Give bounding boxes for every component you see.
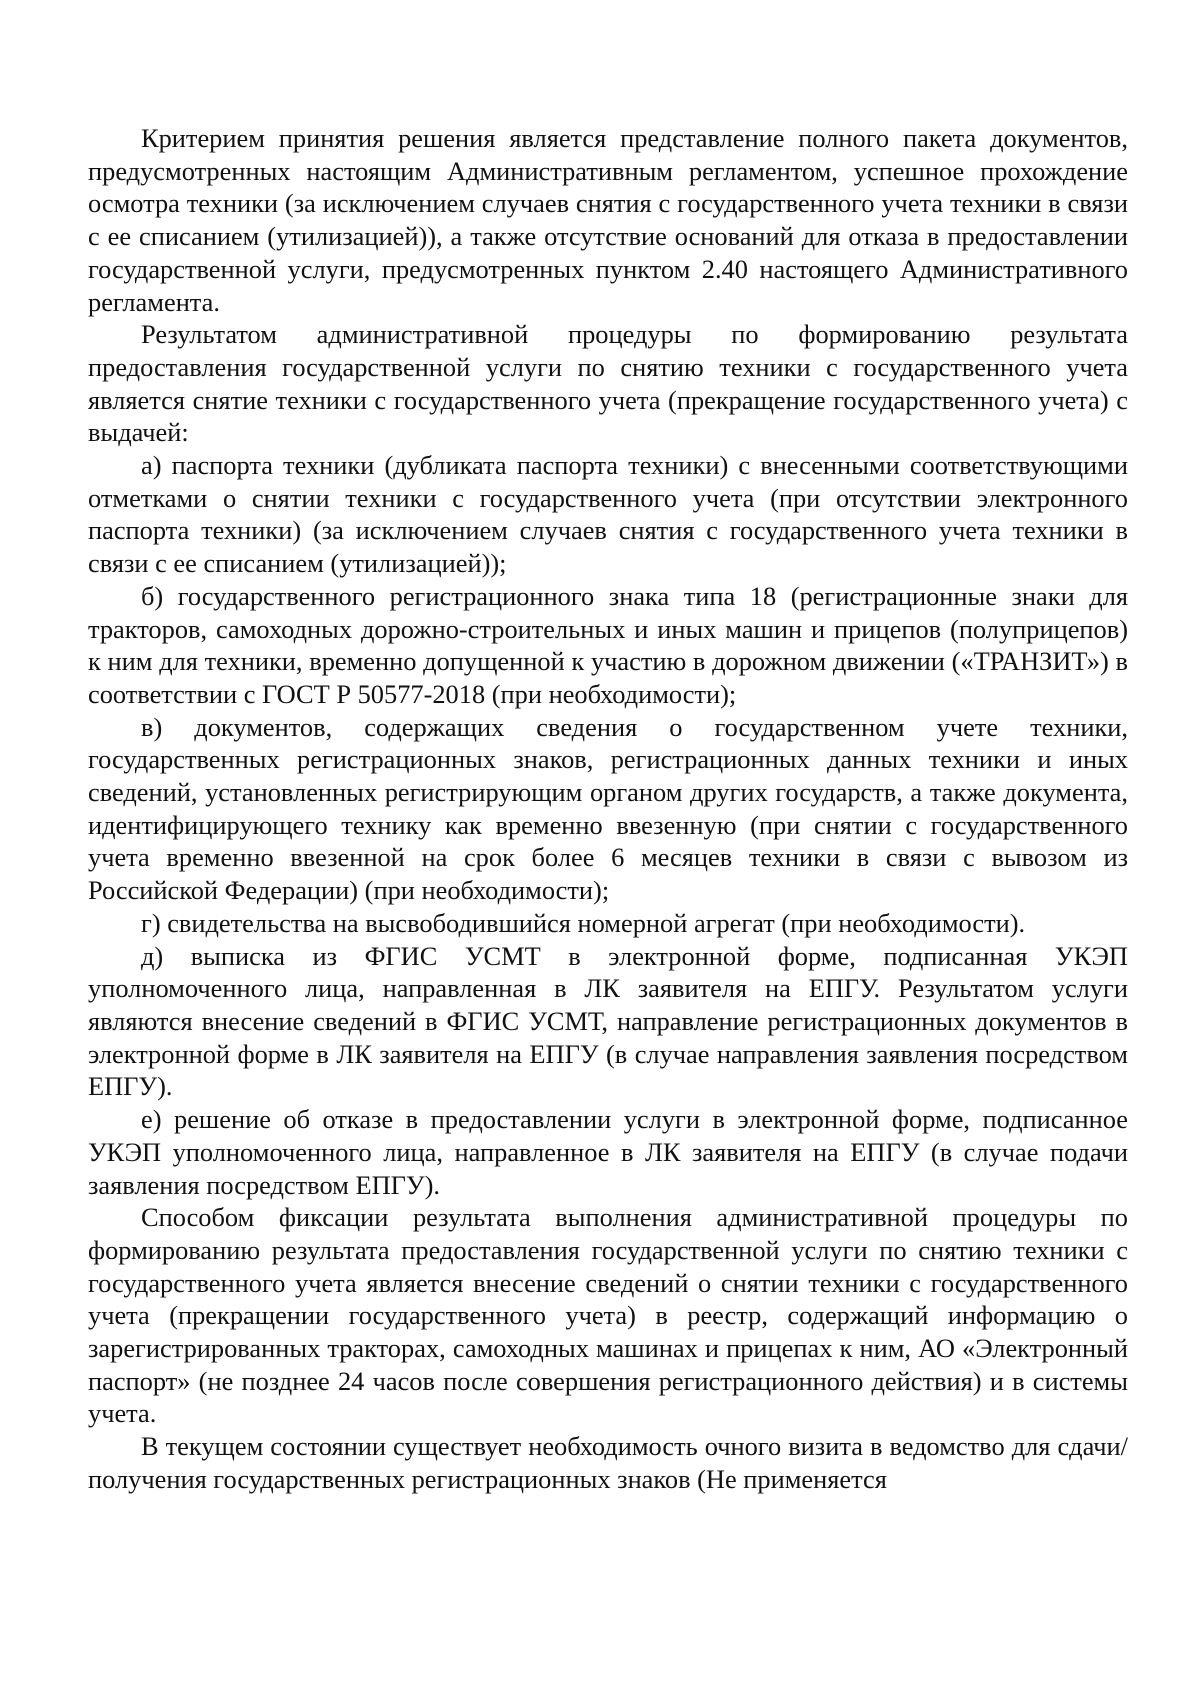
list-item-b-registration-sign: б) государственного регистрационного знака типа 18 (регистрационные знаки для тракторов, самоходных дорожно-строительных и иных машин и прицепов (полуприцепов) к ним для техники, временно допущенной к участию в дорожном движении («ТРАНЗИТ») в соответствии с ГОСТ Р 50577-2018 (при необходимости); — [88, 580, 1128, 709]
document-page — [88, 122, 1128, 1496]
paragraph-decision-criterion: Критерием принятия решения является представление полного пакета документов, предусмотренных настоящим Административным регламентом, успешное прохождение осмотра техники (за исключением случаев снятия с государственного учета техники в связи с ее списанием (утилизацией)), а также отсутствие оснований для отказа в предоставлении государственной услуги, предусмотренных пунктом 2.40 настоящего Административного регламента. — [88, 123, 1128, 317]
list-item-v-documents: в) документов, содержащих сведения о государственном учете техники, государственных регистрационных знаков, регистрационных данных техники и иных сведений, установленных регистрирующим органом других государств, а также документа, идентифицирующего технику как временно ввезенную (при снятии с государственного учета временно ввезенной на срок более 6 месяцев техники в связи с вывозом из Российской Федерации) (при необходимости); — [88, 711, 1128, 906]
list-item-d-extract: д) выписка из ФГИС УСМТ в электронной форме, подписанная УКЭП уполномоченного лица, направленная в ЛК заявителя на ЕПГУ. Результатом услуги являются внесение сведений в ФГИС УСМТ, направление регистрационных документов в электронной форме в ЛК заявителя на ЕПГУ (в случае направления заявления посредством ЕПГУ). — [88, 940, 1128, 1102]
list-item-e-refusal: е) решение об отказе в предоставлении услуги в электронной форме, подписанное УКЭП уполномоченного лица, направленное в ЛК заявителя на ЕПГУ (в случае подачи заявления посредством ЕПГУ). — [88, 1104, 1128, 1200]
list-item-g-certificate: г) свидетельства на высвободившийся номерной агрегат (при необходимости). — [141, 907, 1026, 938]
paragraph-current-state: В текущем состоянии существует необходимость очного визита в ведомство для сдачи/получения государственных регистрационных знаков (Не применяется — [88, 1431, 1128, 1494]
paragraph-procedure-result: Результатом административной процедуры по формированию результата предоставления государственной услуги по снятию техники с государственного учета является снятие техники с государственного учета (прекращение государственного учета) с выдачей: — [88, 319, 1128, 448]
paragraph-fixation-method: Способом фиксации результата выполнения административной процедуры по формированию результата предоставления государственной услуги по снятию техники с государственного учета является внесение сведений о снятии техники с государственного учета (прекращении государственного учета) в реестр, содержащий информацию о зарегистрированных тракторах, самоходных машинах и прицепах к ним, АО «Электронный паспорт» (не позднее 24 часов после совершения регистрационного действия) и в системы учета. — [88, 1202, 1128, 1429]
list-item-a-passport: а) паспорта техники (дубликата паспорта техники) с внесенными соответствующими отметками о снятии техники с государственного учета (при отсутствии электронного паспорта техники) (за исключением случаев снятия с государственного учета техники в связи с ее списанием (утилизацией)); — [88, 450, 1128, 579]
